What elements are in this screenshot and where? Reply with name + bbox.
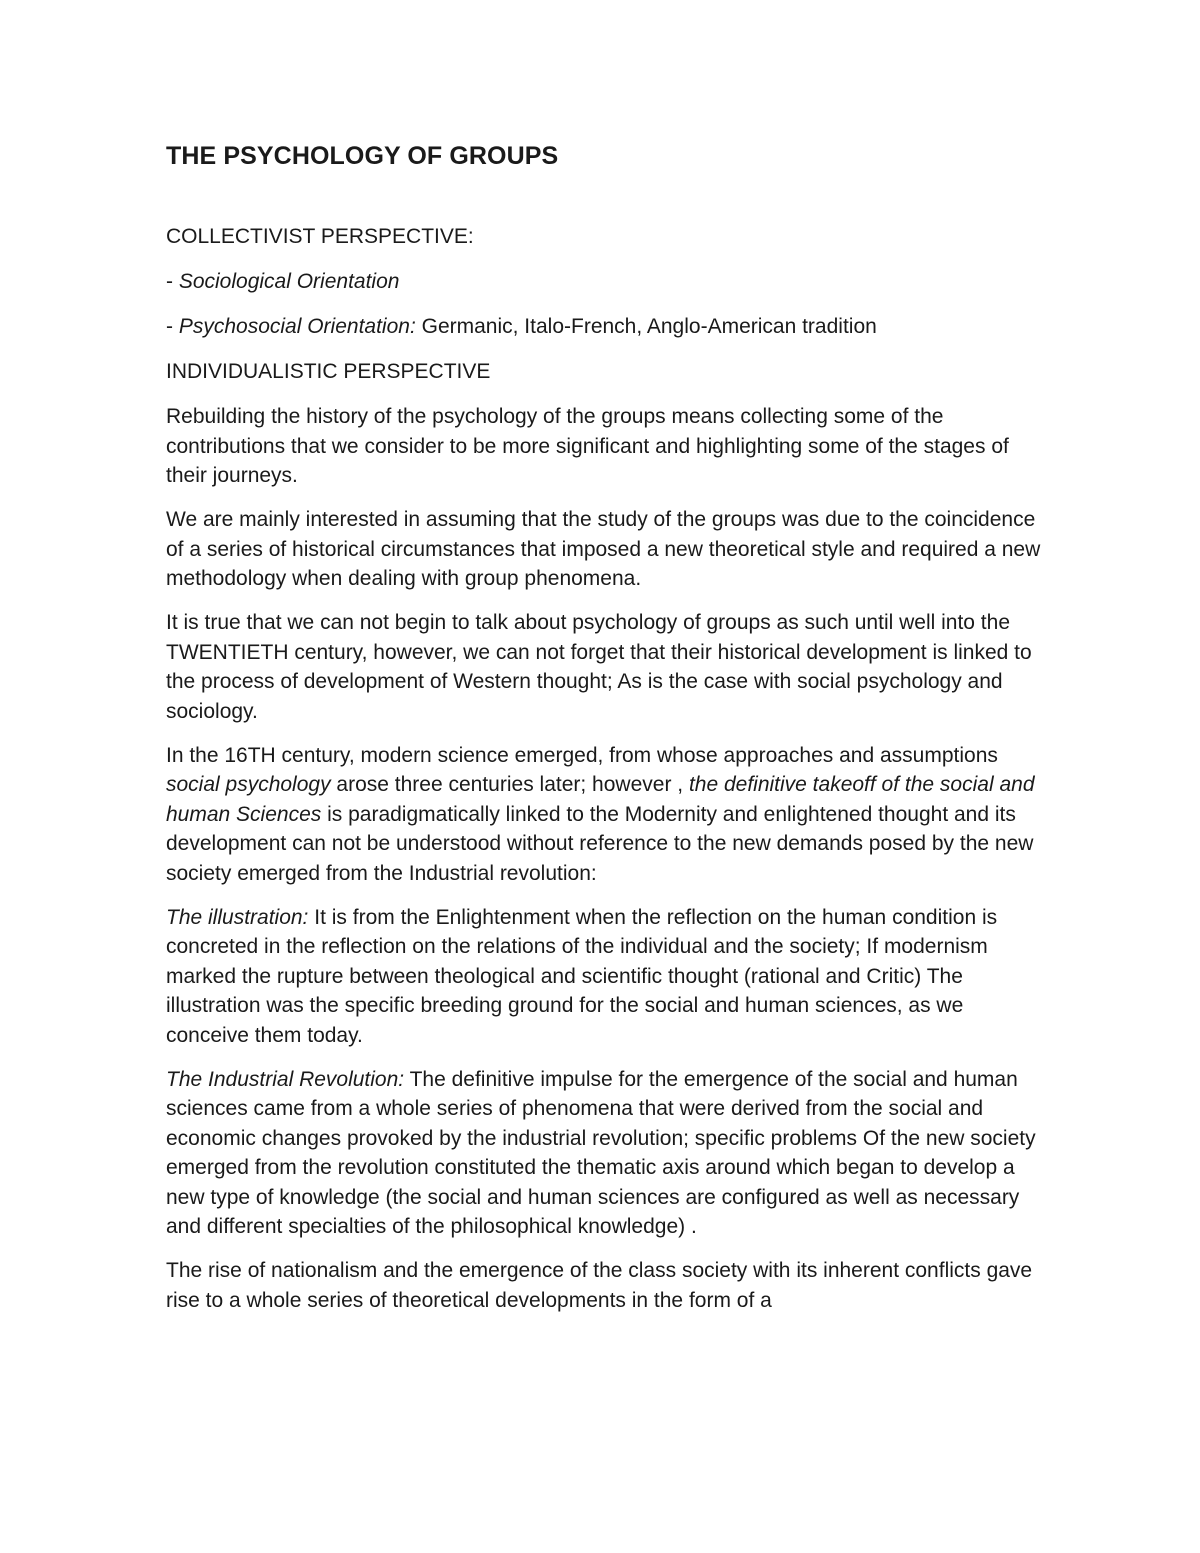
- individualistic-heading: INDIVIDUALISTIC PERSPECTIVE: [166, 360, 491, 383]
- list-dash: -: [166, 315, 179, 338]
- psychosocial-orientation-traditions: Germanic, Italo-French, Anglo-American tradition: [415, 315, 877, 338]
- sociological-orientation-label: Sociological Orientation: [178, 270, 400, 293]
- collectivist-heading: COLLECTIVIST PERSPECTIVE:: [166, 225, 474, 248]
- document-title: THE PSYCHOLOGY OF GROUPS: [166, 142, 559, 170]
- paragraph-study-of-groups: We are mainly interested in assuming that the study of the groups was due to the coincidence of a series of historical circumstances that imposed a new theoretical style and required a new methodology when dealing with group phenomena.: [166, 508, 1041, 590]
- paragraph-industrial-revolution: [166, 1065, 1046, 1242]
- document-body: [166, 138, 1046, 1330]
- psychosocial-orientation-label: Psychosocial Orientation:: [178, 315, 416, 338]
- sociological-orientation-item: [166, 267, 1046, 297]
- paragraph-rebuilding-history: Rebuilding the history of the psychology of the groups means collecting some of the contributions that we consider to be more significant and highlighting some of the stages of their journeys.: [166, 405, 1009, 487]
- list-dash: -: [166, 270, 179, 293]
- paragraph-text: In the 16TH century, modern science emerged, from whose approaches and assumptions: [166, 743, 998, 767]
- emphasis-definitive-takeoff: the definitive takeoff of the social and human Sciences: [166, 773, 1035, 826]
- industrial-revolution-label: The Industrial Revolution:: [166, 1067, 405, 1091]
- title-spacer: [166, 174, 1046, 222]
- emphasis-social-psychology: social psychology: [166, 773, 331, 796]
- paragraph-illustration: [166, 903, 1046, 1051]
- paragraph-16th-century: [166, 741, 1046, 889]
- paragraph-text: arose three centuries later; however ,: [330, 773, 689, 796]
- paragraph-text: It is from the Enlightenment when the reflection on the human condition is concreted in the reflection on the relations of the individual and the society; If modernism marked the rupture between theological and scientific thought (rational and Critic) The illustration was the specific breeding ground for the social and human sciences, as we conceive them today.: [166, 905, 998, 1047]
- paragraph-nationalism: The rise of nationalism and the emergence of the class society with its inherent conflicts gave rise to a whole series of theoretical developments in the form of a: [166, 1259, 1033, 1312]
- paragraph-twentieth-century: It is true that we can not begin to talk about psychology of groups as such until well into the TWENTIETH century, however, we can not forget that their historical development is linked to the process of development of Western thought; As is the case with social psychology and sociology.: [166, 611, 1032, 723]
- illustration-label: The illustration:: [166, 905, 309, 929]
- psychosocial-orientation-item: [166, 312, 1046, 342]
- paragraph-text: The definitive impulse for the emergence of the social and human sciences came from a whole series of phenomena that were derived from the social and economic changes provoked by the industrial revolution; specific problems Of the new society emerged from the revolution constituted the thematic axis around which began to develop a new type of knowledge (the social and human sciences are configured as well as necessary and different specialties of the philosophical knowledge) .: [166, 1067, 1036, 1238]
- paragraph-text: is paradigmatically linked to the Modernity and enlightened thought and its development can not be understood without reference to the new demands posed by the new society emerged from the Industrial revolution:: [166, 802, 1034, 885]
